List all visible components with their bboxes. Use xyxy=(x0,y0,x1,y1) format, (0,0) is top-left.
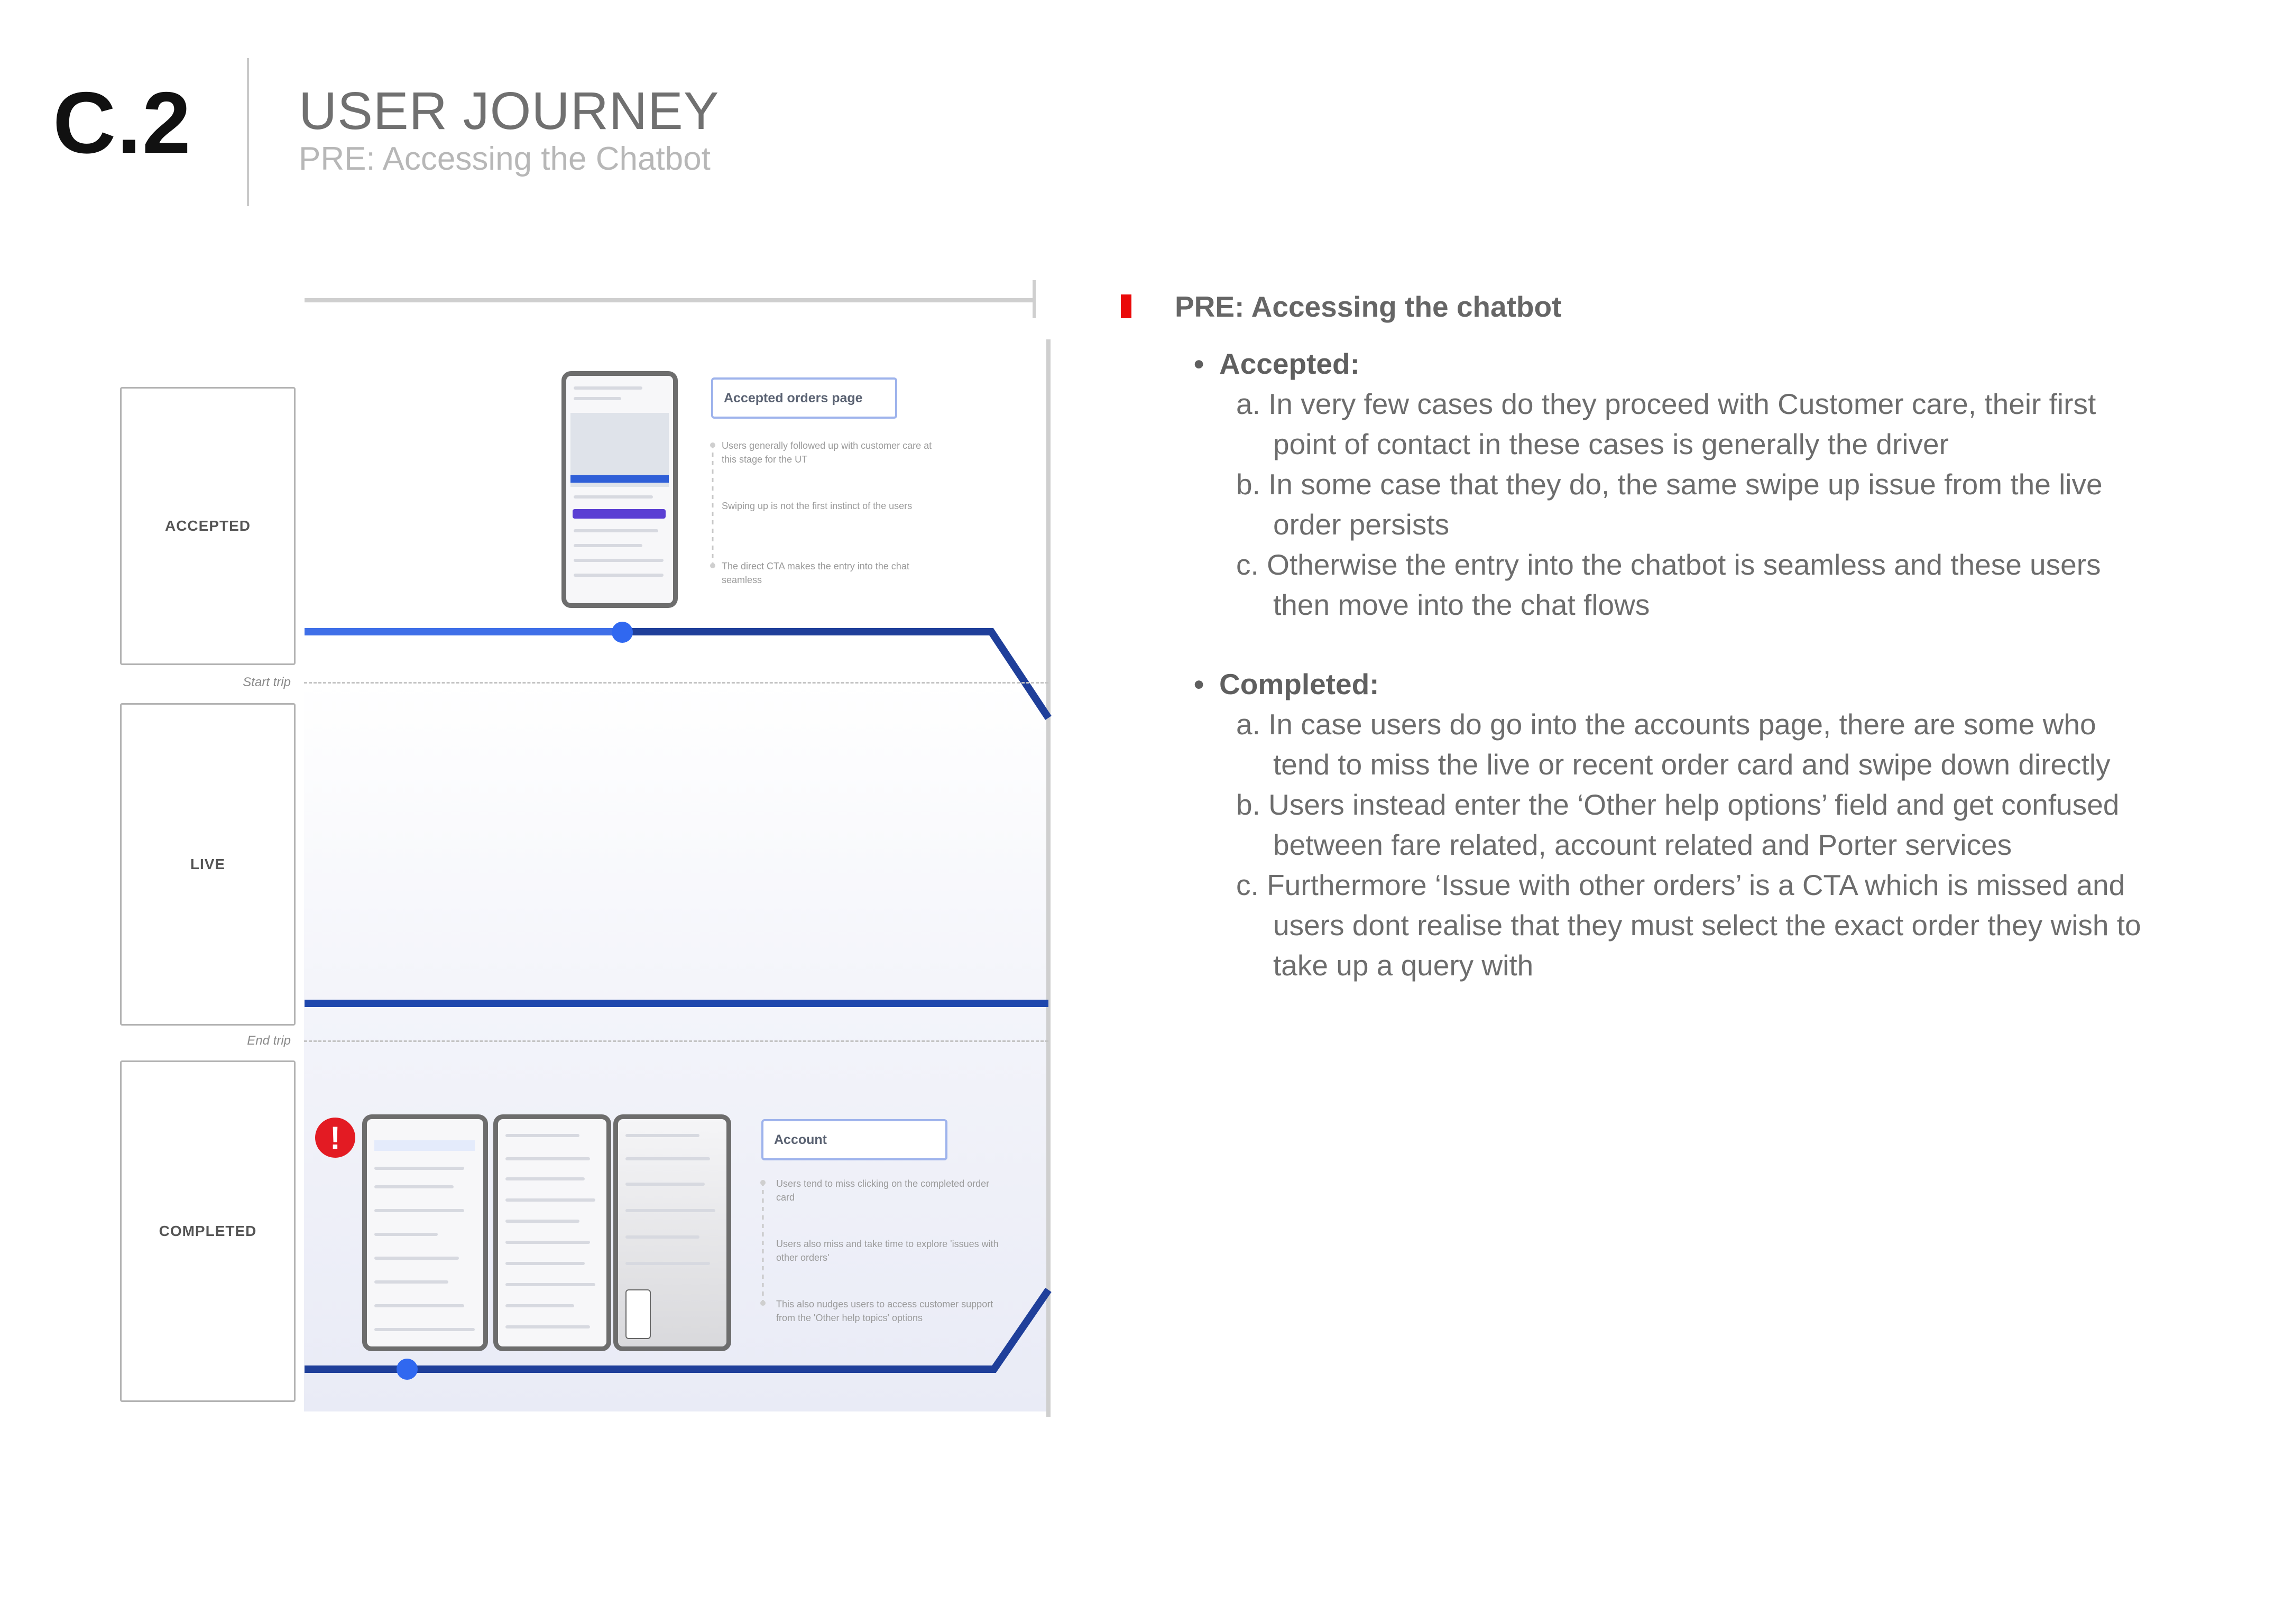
banner-bar xyxy=(570,475,669,483)
inset-phone xyxy=(625,1289,651,1339)
start-trip-divider xyxy=(304,682,1048,684)
accepted-note-2: Swiping up is not the first instinct of the users xyxy=(722,501,913,511)
completed-position-dot xyxy=(397,1359,418,1380)
accepted-item-a: a. In very few cases do they proceed with Customer care, their first point of contact in these cases is generally the driver xyxy=(1236,387,2096,460)
order-card xyxy=(374,1140,475,1151)
completed-note-2: Users also miss and take time to explore 'issues with other orders' xyxy=(776,1239,999,1263)
page-title: USER JOURNEY xyxy=(299,81,720,141)
panel-heading: PRE: Accessing the chatbot xyxy=(1175,290,1562,323)
end-trip-divider xyxy=(304,1040,1048,1042)
accepted-callout-title: Accepted orders page xyxy=(711,377,897,419)
completed-notes-connector xyxy=(758,1176,768,1314)
accepted-note-3: The direct CTA makes the entry into the chat seamless xyxy=(722,561,909,586)
milestone-end-trip: End trip xyxy=(247,1034,291,1048)
account-page-screenshot xyxy=(362,1114,488,1351)
accepted-section xyxy=(1194,344,2145,625)
stage-completed: COMPLETED xyxy=(120,1060,296,1402)
accepted-item-b: b. In some case that they do, the same swipe up issue from the live order persists xyxy=(1236,468,2103,541)
accepted-item-c: c. Otherwise the entry into the chatbot is seamless and these users then move into the chat flows xyxy=(1236,548,2101,621)
journey-diagram xyxy=(0,0,1057,1427)
other-orders-screenshot xyxy=(613,1114,731,1351)
completed-note-3: This also nudges users to access customer support from the 'Other help topics' options xyxy=(776,1299,993,1324)
completed-section xyxy=(1194,664,2145,985)
completed-callout-title: Account xyxy=(761,1119,947,1160)
panel-marker xyxy=(1121,294,1131,318)
cta-bar xyxy=(573,509,666,519)
accepted-note-1: Users generally followed up with customer care at this stage for the UT xyxy=(722,440,932,465)
help-topics-screenshot xyxy=(493,1114,611,1351)
completed-item-c: c. Furthermore ‘Issue with other orders’ is a CTA which is missed and users dont realise that they must select the exact order they wish to take up a query with xyxy=(1236,869,2141,982)
accepted-notes-connector xyxy=(707,439,718,576)
page-subtitle: PRE: Accessing the Chatbot xyxy=(299,141,711,177)
milestone-start-trip: Start trip xyxy=(243,675,291,689)
completed-section-title: • Completed: xyxy=(1219,664,2145,704)
warning-icon: ! xyxy=(315,1118,355,1158)
completed-item-a: a. In case users do go into the accounts page, there are some who tend to miss the live or recent order card and swipe down directly xyxy=(1236,708,2111,781)
stage-accepted: ACCEPTED xyxy=(120,387,296,665)
stage-live: LIVE xyxy=(120,703,296,1026)
completed-note-1: Users tend to miss clicking on the completed order card xyxy=(776,1178,990,1203)
accepted-order-screenshot xyxy=(561,371,678,608)
accepted-section-title: • Accepted: xyxy=(1219,344,2145,384)
section-code: C.2 xyxy=(53,74,192,171)
accepted-position-dot xyxy=(612,622,633,643)
accepted-line-remaining xyxy=(622,632,1048,718)
completed-item-b: b. Users instead enter the ‘Other help options’ field and get confused between fare related, account related and Porter services xyxy=(1236,788,2120,861)
